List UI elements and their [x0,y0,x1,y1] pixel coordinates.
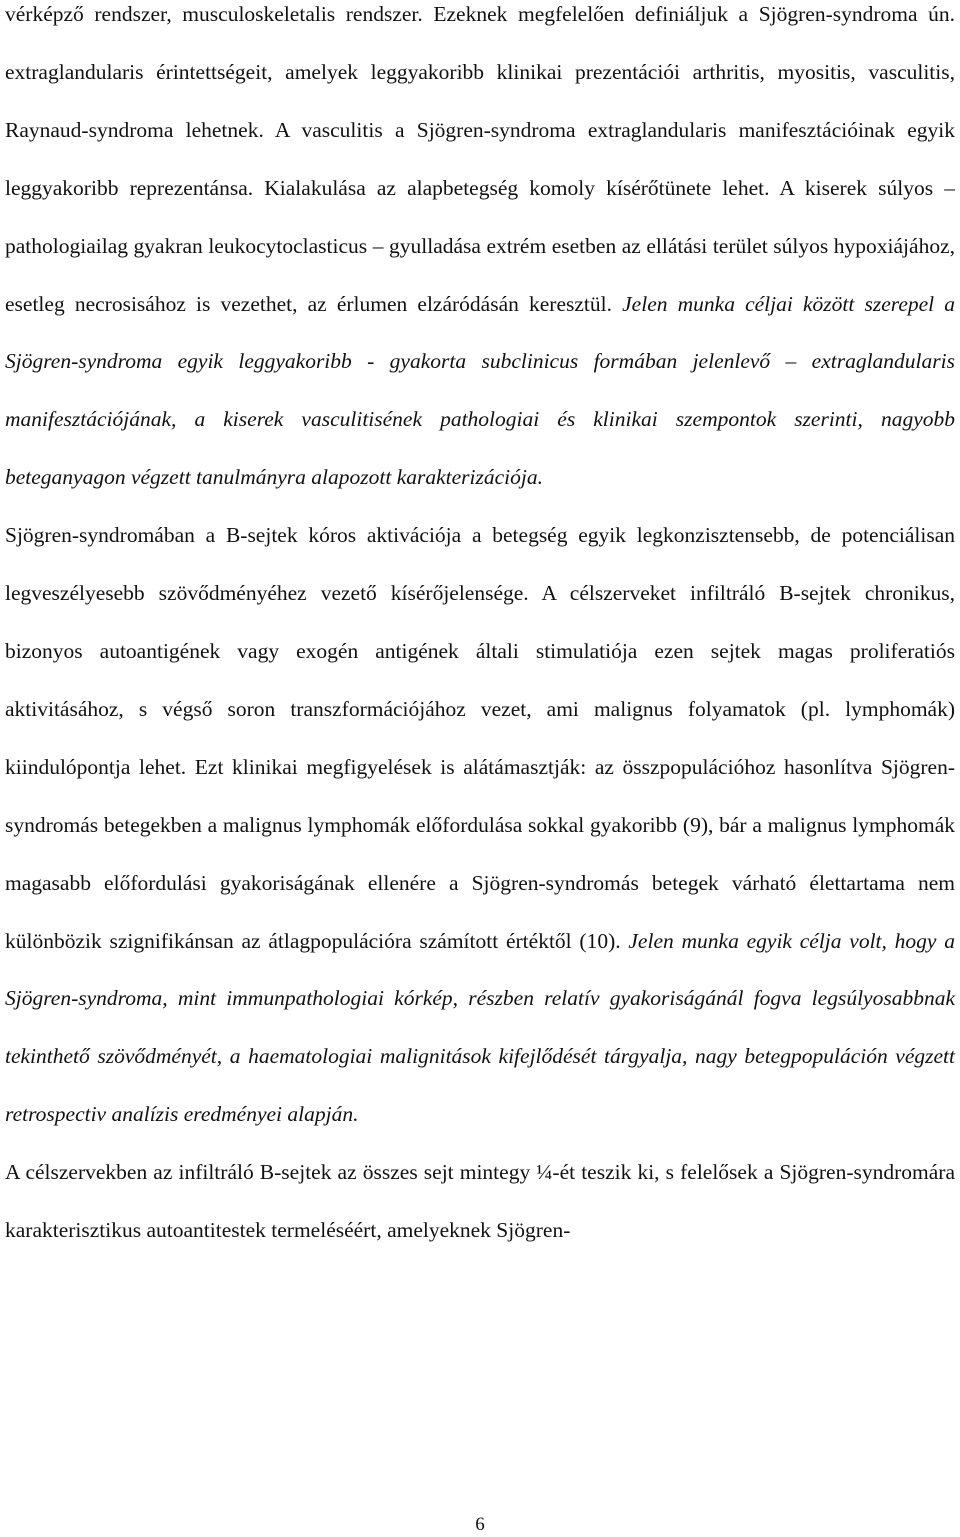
paragraph-vasculitis [5,0,955,507]
document-page [5,0,955,1260]
body-sentence: A célszervekben az infiltráló B-sejtek az összes sejt mintegy ¼-ét teszik ki, s felelősek a Sjögren-syndromára karakterisztikus autoantitestek termeléséért, amelyeknek Sjögren- [5,1160,955,1243]
aim-statement-italic: Jelen munka céljai között szerepel a Sjögren-syndroma egyik leggyakoribb - gyakorta subclinicus formában jelenlevő – extraglandularis manifesztációjának, a kiserek vasculitisének pathologiai és klinikai szempontok szerinti, nagyobb beteganyagon végzett tanulmányra alapozott karakterizációja. [5,291,956,490]
body-text [5,0,955,1260]
body-sentence: Sjögren-syndromában a B-sejtek kóros aktivációja a betegség egyik legkonzisztensebb, de potenciálisan legveszélyesebb szövődményéhez vezető kísérőjelensége. A célszerveket infiltráló B-sejtek chronikus, bizonyos autoantigének vagy exogén antigének általi stimulatiója ezen sejtek magas proliferatiós aktivitásához, s végső soron transzformációjához vezet, ami malignus folyamatok (pl. lymphomák) kiindulópontja lehet. Ezt klinikai megfigyelések is alátámasztják: az összpopulációhoz hasonlítva Sjögren-syndromás betegekben a malignus lymphomák előfordulása sokkal gyakoribb (9), bár a malignus lymphomák magasabb előfordulási gyakoriságának ellenére a Sjögren-syndromás betegek várható élettartama nem különbözik szignifikánsan az átlagpopulációra számított értéktől (10). [5,523,955,953]
body-sentence: vérképző rendszer, musculoskeletalis rendszer. Ezeknek megfelelően definiáljuk a Sjögren-syndroma ún. extraglandularis érintettségeit, amelyek leggyakoribb klinikai prezentációi arthritis, myositis, vasculitis, Raynaud-syndroma lehetnek. A vasculitis a Sjögren-syndroma extraglandularis manifesztációinak egyik leggyakoribb reprezentánsa. Kialakulása az alapbetegség komoly kísérőtünete lehet. A kiserek súlyos – pathologiailag gyakran leukocytoclasticus – gyulladása extrém esetben az ellátási terület súlyos hypoxiájához, esetleg necrosisához is vezethet, az érlumen elzáródásán keresztül. [5,2,955,316]
aim-statement-italic: Jelen munka egyik célja volt, hogy a Sjögren-syndroma, mint immunpathologiai kórkép, részben relatív gyakoriságánál fogva legsúlyosabbnak tekinthető szövődményét, a haematologiai malignitások kifejlődését tárgyalja, nagy betegpopuláción végzett retrospectiv analízis eredményei alapján. [5,928,955,1127]
paragraph-target-organs [5,1144,955,1260]
paragraph-b-cell-lymphoma [5,507,955,1144]
page-number: 6 [475,1514,485,1535]
